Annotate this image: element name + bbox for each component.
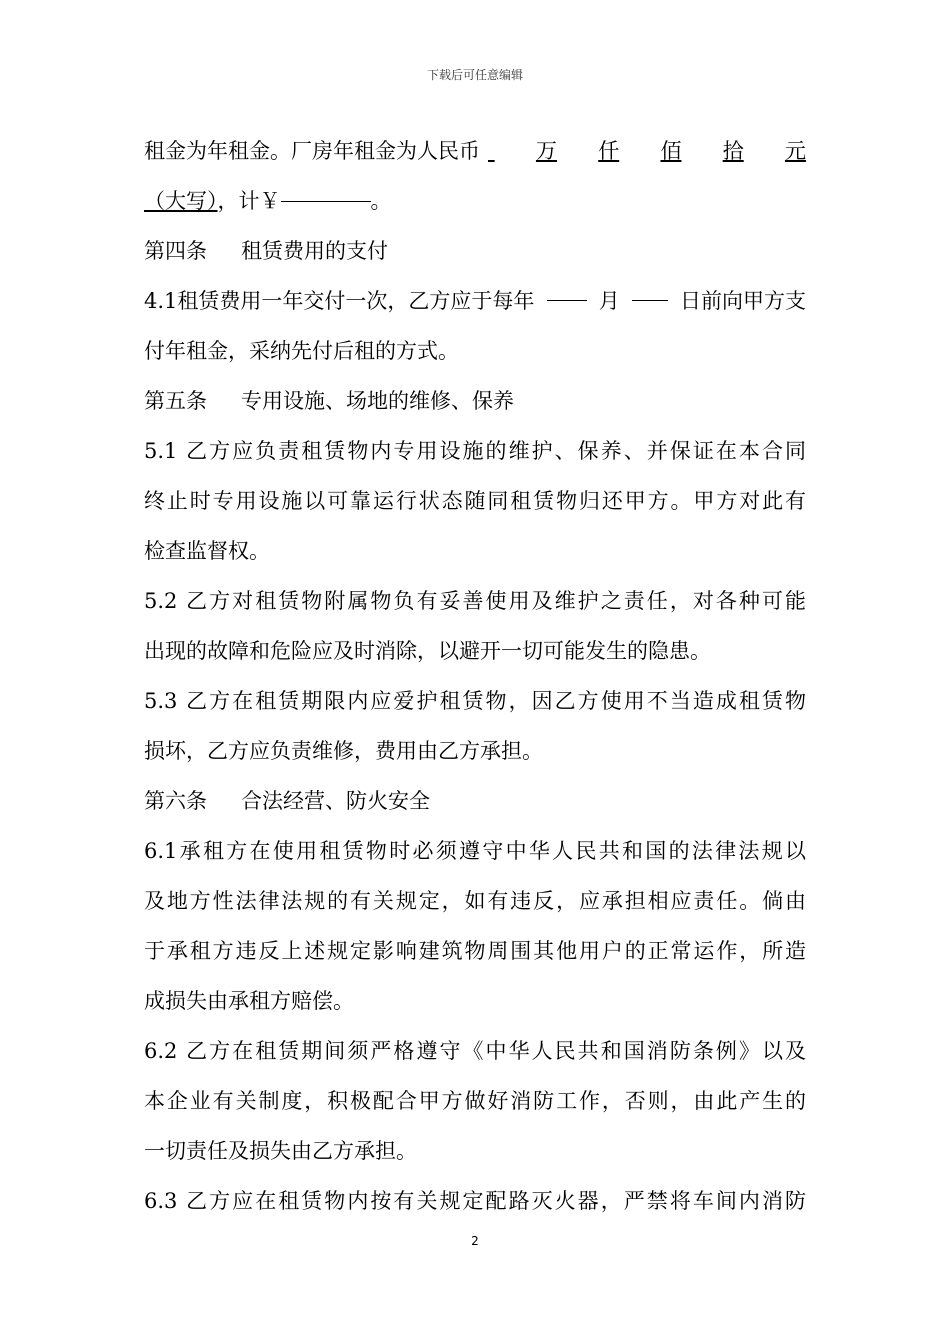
fill-blank <box>281 176 371 202</box>
unit-yuan: 元 <box>784 139 806 163</box>
document-body <box>144 126 806 1226</box>
section-heading <box>144 376 806 426</box>
text-line: 6.1承租方在使用租赁物时必须遵守中华人民共和国的法律法规以 <box>144 839 806 863</box>
text-line: 一切责任及损失由乙方承担。 <box>144 1139 417 1163</box>
text-line: 5.1 乙方应负责租赁物内专用设施的维护、保养、并保证在本合同 <box>144 439 806 463</box>
underlined-text: （大写） <box>144 189 218 213</box>
page-header: 下载后可任意编辑 <box>426 68 523 82</box>
text-segment: 。 <box>370 189 392 213</box>
text-line <box>144 176 806 226</box>
section-heading <box>144 776 806 826</box>
section-number: 第四条 <box>144 239 207 263</box>
section-number: 第五条 <box>144 389 207 413</box>
text-line <box>144 126 806 176</box>
section-number: 第六条 <box>144 789 207 813</box>
section-title: 专用设施、场地的维修、保养 <box>241 389 514 413</box>
section-title: 租赁费用的支付 <box>241 239 388 263</box>
section-heading <box>144 226 806 276</box>
text-line: 于承租方违反上述规定影响建筑物周围其他用户的正常运作，所造 <box>144 939 806 963</box>
unit-wan: 万 <box>535 139 557 163</box>
text-segment: 租金为年租金。厂房年租金为人民币 <box>144 139 480 163</box>
text-line: 出现的故障和危险应及时消除，以避开一切可能发生的隐患。 <box>144 639 711 663</box>
text-line: 检查监督权。 <box>144 539 270 563</box>
unit-bai: 佰 <box>660 139 682 163</box>
text-segment: ，计￥ <box>217 189 281 213</box>
text-segment: 4.1租赁费用一年交付一次，乙方应于每年 <box>144 289 535 313</box>
text-line: 6.2 乙方在租赁期间须严格遵守《中华人民共和国消防条例》以及 <box>144 1039 806 1063</box>
text-line: 本企业有关制度，积极配合甲方做好消防工作，否则，由此产生的 <box>144 1089 806 1113</box>
text-line: 6.3 乙方应在租赁物内按有关规定配路灭火器，严禁将车间内消防 <box>144 1189 806 1213</box>
text-line: 付年租金，采纳先付后租的方式。 <box>144 339 459 363</box>
blank-space <box>488 126 495 176</box>
unit-shi: 拾 <box>722 139 744 163</box>
text-line: 终止时专用设施以可靠运行状态随同租赁物归还甲方。甲方对此有 <box>144 489 806 513</box>
text-line <box>144 276 806 326</box>
page-number: 2 <box>471 1234 479 1248</box>
fill-blank <box>632 276 668 301</box>
text-line: 成损失由承租方赔偿。 <box>144 989 354 1013</box>
unit-qian: 仟 <box>598 139 620 163</box>
section-title: 合法经营、防火安全 <box>241 789 430 813</box>
underlined-amount-field <box>480 126 806 176</box>
text-line: 5.3 乙方在租赁期限内应爱护租赁物，因乙方使用不当造成租赁物 <box>144 689 806 713</box>
text-line: 及地方性法律法规的有关规定，如有违反，应承担相应责任。倘由 <box>144 889 806 913</box>
text-line: 损坏，乙方应负责维修，费用由乙方承担。 <box>144 739 543 763</box>
fill-blank <box>547 276 587 301</box>
text-segment: 月 <box>598 289 620 313</box>
text-line: 5.2 乙方对租赁物附属物负有妥善使用及维护之责任，对各种可能 <box>144 589 806 613</box>
text-segment: 日前向甲方支 <box>679 289 806 313</box>
